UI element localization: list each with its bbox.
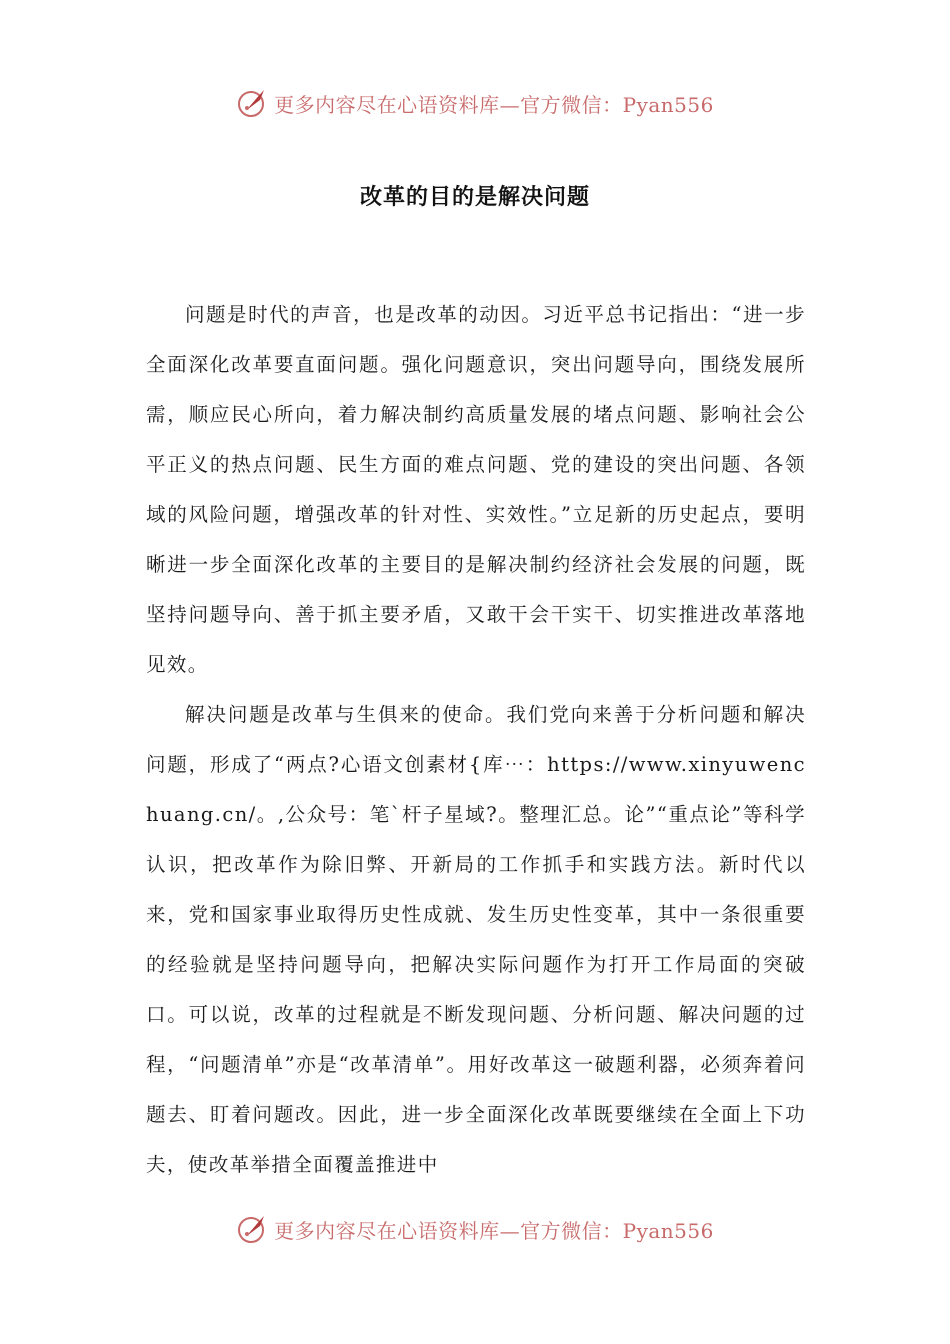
footer-banner — [0, 1209, 950, 1249]
quill-pen-icon — [236, 1212, 270, 1246]
paragraph-2: 解决问题是改革与生俱来的使命。我们党向来善于分析问题和解决问题，形成了“两点?心语文创素材{库⋯：https://www.xinyuwenchuang.cn/。,公众号：笔`杆子星域?。整理汇总。论”“重点论”等科学认识，把改革作为除旧弊、开新局的工作抓手和实践方法。新时代以来，党和国家事业取得历史性成就、发生历史性变革，其中一条很重要的经验就是坚持问题导向，把解决实际问题作为打开工作局面的突破口。可以说，改革的过程就是不断发现问题、分析问题、解决问题的过程，“问题清单”亦是“改革清单”。用好改革这一破题利器，必须奔着问题去、盯着问题改。因此，进一步全面深化改革既要继续在全面上下功夫，使改革举措全面覆盖推进中 — [146, 703, 806, 1176]
footer-banner-text: 更多内容尽在心语资料库—官方微信：Pyan556 — [274, 1218, 714, 1243]
quill-pen-icon — [236, 86, 270, 120]
document-body — [146, 290, 806, 1190]
paragraph-1: 问题是时代的声音，也是改革的动因。习近平总书记指出：“进一步全面深化改革要直面问题。强化问题意识，突出问题导向，围绕发展所需，顺应民心所向，着力解决制约高质量发展的堵点问题、影响社会公平正义的热点问题、民生方面的难点问题、党的建设的突出问题、各领域的风险问题，增强改革的针对性、实效性。”立足新的历史起点，要明晰进一步全面深化改革的主要目的是解决制约经济社会发展的问题，既坚持问题导向、善于抓主要矛盾，又敢干会干实干、切实推进改革落地见效。 — [146, 303, 806, 676]
document-title: 改革的目的是解决问题 — [359, 184, 590, 210]
header-banner — [0, 83, 950, 123]
header-banner-text: 更多内容尽在心语资料库—官方微信：Pyan556 — [274, 92, 714, 117]
